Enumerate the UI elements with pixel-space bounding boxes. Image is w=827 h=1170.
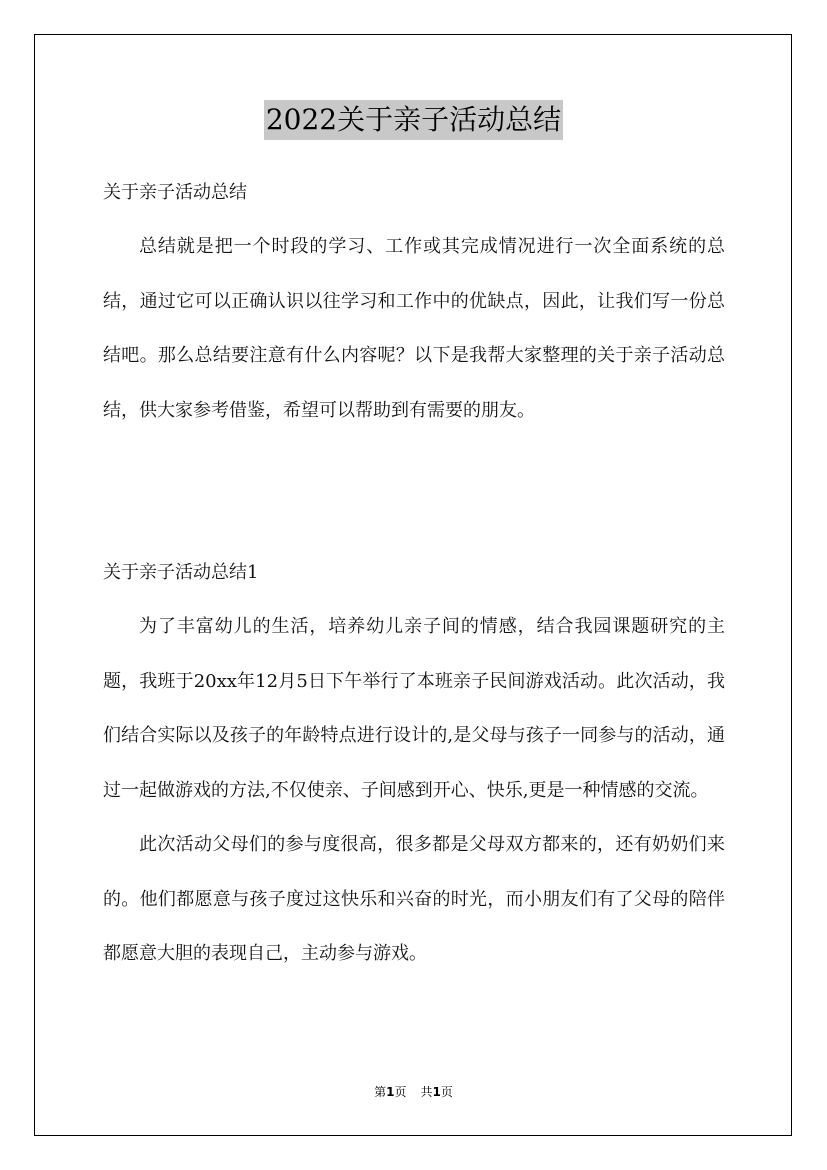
section1-body <box>103 600 725 982</box>
page-current: 1 <box>386 1085 395 1099</box>
total-suffix: 页 <box>440 1085 453 1099</box>
intro-paragraph: 总结就是把一个时段的学习、工作或其完成情况进行一次全面系统的总结，通过它可以正确认识以往学习和工作中的优缺点，因此，让我们写一份总结吧。那么总结要注意有什么内容呢？以下是我帮大家整理的关于亲子活动总结，供大家参考借鉴，希望可以帮助到有需要的朋友。 <box>103 236 725 421</box>
total-prefix: 共 <box>420 1085 433 1099</box>
page-suffix: 页 <box>394 1085 407 1099</box>
section1-paragraph-1: 为了丰富幼儿的生活，培养幼儿亲子间的情感，结合我园课题研究的主题，我班于20xx年12月5日下午举行了本班亲子民间游戏活动。此次活动，我们结合实际以及孩子的年龄特点进行设计的,是父母与孩子一同参与的活动，通过一起做游戏的方法,不仅使亲、子间感到开心、快乐,更是一种情感的交流。 <box>103 616 725 801</box>
section1-heading: 关于亲子活动总结1 <box>103 562 259 583</box>
page-total: 1 <box>432 1085 441 1099</box>
section1-paragraph-2: 此次活动父母们的参与度很高，很多都是父母双方都来的，还有奶奶们来的。他们都愿意与孩子度过这快乐和兴奋的时光，而小朋友们有了父母的陪伴都愿意大胆的表现自己，主动参与游戏。 <box>103 834 725 964</box>
page-footer <box>0 1082 827 1102</box>
document-title: 2022关于亲子活动总结 <box>264 100 563 140</box>
intro-heading: 关于亲子活动总结 <box>103 182 247 203</box>
title-container <box>0 100 827 140</box>
intro-section <box>103 220 725 438</box>
page-prefix: 第 <box>374 1085 387 1099</box>
